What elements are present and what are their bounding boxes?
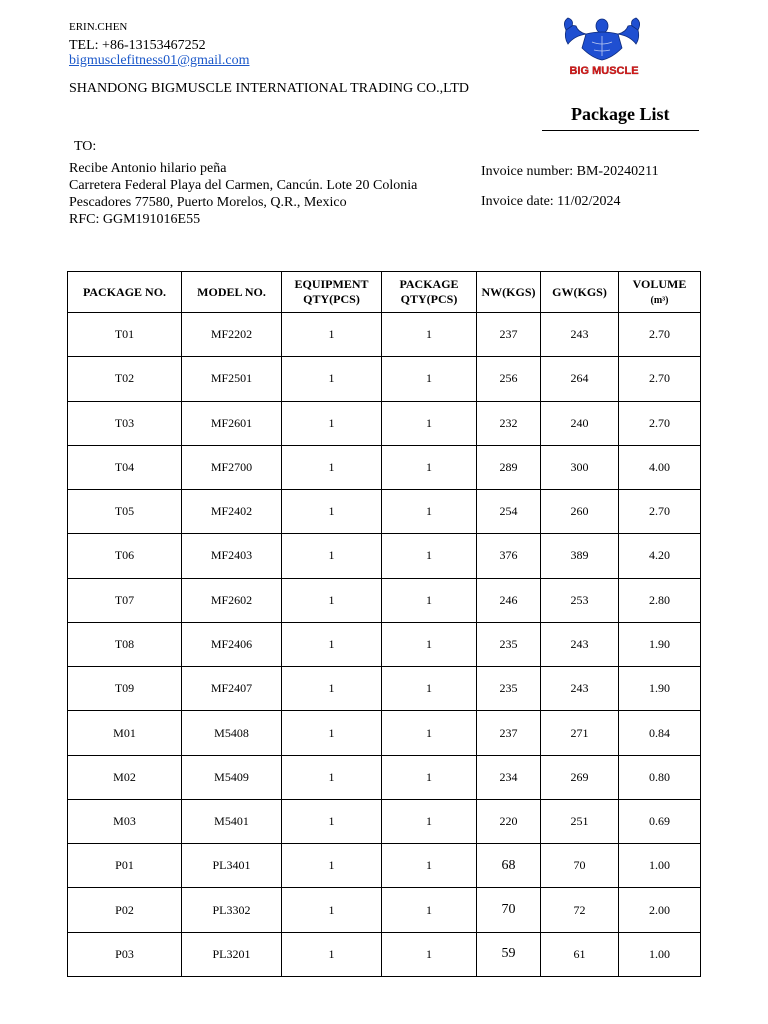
- cell-package-no: T06: [68, 534, 182, 578]
- table-row: [68, 313, 701, 357]
- cell-equipment-qty: 1: [282, 755, 382, 799]
- table-row: [68, 357, 701, 401]
- header-gross-weight: GW(KGS): [541, 272, 619, 313]
- cell-gross-weight: 271: [541, 711, 619, 755]
- cell-package-no: T01: [68, 313, 182, 357]
- cell-volume: 0.84: [619, 711, 701, 755]
- recipient-line-1: Recibe Antonio hilario peña: [69, 161, 227, 176]
- header-model-no: MODEL NO.: [182, 272, 282, 313]
- cell-package-no: T08: [68, 622, 182, 666]
- cell-gross-weight: 253: [541, 578, 619, 622]
- cell-equipment-qty: 1: [282, 799, 382, 843]
- cell-gross-weight: 70: [541, 844, 619, 888]
- cell-model-no: M5401: [182, 799, 282, 843]
- cell-package-qty: 1: [382, 711, 477, 755]
- cell-net-weight: 59: [477, 932, 541, 976]
- cell-equipment-qty: 1: [282, 622, 382, 666]
- cell-volume: 2.70: [619, 401, 701, 445]
- cell-package-qty: 1: [382, 932, 477, 976]
- cell-net-weight: 220: [477, 799, 541, 843]
- cell-model-no: M5408: [182, 711, 282, 755]
- cell-volume: 0.69: [619, 799, 701, 843]
- cell-net-weight: 289: [477, 445, 541, 489]
- cell-volume: 2.80: [619, 578, 701, 622]
- table-row: [68, 667, 701, 711]
- cell-equipment-qty: 1: [282, 313, 382, 357]
- cell-volume: 4.20: [619, 534, 701, 578]
- cell-gross-weight: 61: [541, 932, 619, 976]
- table-row: [68, 622, 701, 666]
- table-row: [68, 755, 701, 799]
- cell-net-weight: 256: [477, 357, 541, 401]
- cell-gross-weight: 72: [541, 888, 619, 932]
- table-row: [68, 534, 701, 578]
- cell-net-weight: 235: [477, 667, 541, 711]
- brand-logo: [556, 14, 652, 78]
- cell-model-no: PL3302: [182, 888, 282, 932]
- bodybuilder-logo-icon: [556, 14, 652, 78]
- cell-volume: 4.00: [619, 445, 701, 489]
- title-underline: [542, 130, 699, 131]
- cell-model-no: PL3401: [182, 844, 282, 888]
- cell-package-qty: 1: [382, 313, 477, 357]
- recipient-line-3: Pescadores 77580, Puerto Morelos, Q.R., Mexico: [69, 195, 347, 210]
- cell-package-qty: 1: [382, 578, 477, 622]
- cell-net-weight: 246: [477, 578, 541, 622]
- cell-volume: 2.70: [619, 490, 701, 534]
- cell-package-qty: 1: [382, 401, 477, 445]
- table-row: [68, 401, 701, 445]
- header-volume: VOLUME (m³): [619, 272, 701, 313]
- table-row: [68, 799, 701, 843]
- cell-package-qty: 1: [382, 799, 477, 843]
- cell-package-no: M01: [68, 711, 182, 755]
- cell-equipment-qty: 1: [282, 932, 382, 976]
- cell-gross-weight: 243: [541, 622, 619, 666]
- cell-net-weight: 232: [477, 401, 541, 445]
- cell-volume: 1.00: [619, 844, 701, 888]
- cell-equipment-qty: 1: [282, 711, 382, 755]
- cell-net-weight: 376: [477, 534, 541, 578]
- cell-package-qty: 1: [382, 755, 477, 799]
- document-title: Package List: [571, 104, 670, 124]
- cell-gross-weight: 264: [541, 357, 619, 401]
- cell-gross-weight: 260: [541, 490, 619, 534]
- table-row: [68, 490, 701, 534]
- cell-model-no: M5409: [182, 755, 282, 799]
- cell-package-no: T02: [68, 357, 182, 401]
- cell-package-qty: 1: [382, 534, 477, 578]
- cell-volume: 1.00: [619, 932, 701, 976]
- company-name: SHANDONG BIGMUSCLE INTERNATIONAL TRADING CO.,LTD: [69, 81, 470, 96]
- cell-package-no: T05: [68, 490, 182, 534]
- cell-package-no: P01: [68, 844, 182, 888]
- cell-model-no: MF2403: [182, 534, 282, 578]
- cell-model-no: MF2601: [182, 401, 282, 445]
- recipient-line-2: Carretera Federal Playa del Carmen, Cancún. Lote 20 Colonia: [69, 178, 418, 193]
- cell-volume: 2.00: [619, 888, 701, 932]
- header-equipment-qty: EQUIPMENT QTY(PCS): [282, 272, 382, 313]
- cell-equipment-qty: 1: [282, 401, 382, 445]
- table-row: [68, 844, 701, 888]
- cell-package-qty: 1: [382, 888, 477, 932]
- cell-package-qty: 1: [382, 622, 477, 666]
- cell-net-weight: 235: [477, 622, 541, 666]
- cell-package-no: P03: [68, 932, 182, 976]
- cell-equipment-qty: 1: [282, 844, 382, 888]
- recipient-label: TO:: [74, 139, 97, 154]
- cell-package-no: T04: [68, 445, 182, 489]
- contact-name: ERIN.CHEN: [69, 21, 128, 33]
- cell-package-no: T03: [68, 401, 182, 445]
- table-row: [68, 932, 701, 976]
- cell-package-qty: 1: [382, 667, 477, 711]
- cell-net-weight: 68: [477, 844, 541, 888]
- cell-model-no: MF2501: [182, 357, 282, 401]
- table-row: [68, 888, 701, 932]
- cell-net-weight: 234: [477, 755, 541, 799]
- cell-equipment-qty: 1: [282, 667, 382, 711]
- cell-equipment-qty: 1: [282, 888, 382, 932]
- cell-volume: 0.80: [619, 755, 701, 799]
- cell-model-no: PL3201: [182, 932, 282, 976]
- cell-gross-weight: 251: [541, 799, 619, 843]
- cell-model-no: MF2202: [182, 313, 282, 357]
- cell-package-no: M02: [68, 755, 182, 799]
- cell-package-no: M03: [68, 799, 182, 843]
- cell-model-no: MF2406: [182, 622, 282, 666]
- cell-gross-weight: 300: [541, 445, 619, 489]
- cell-package-qty: 1: [382, 844, 477, 888]
- cell-package-no: T07: [68, 578, 182, 622]
- cell-volume: 2.70: [619, 313, 701, 357]
- header-net-weight: NW(KGS): [477, 272, 541, 313]
- contact-email-link[interactable]: bigmusclefitness01@gmail.com: [69, 53, 250, 68]
- cell-model-no: MF2402: [182, 490, 282, 534]
- cell-gross-weight: 243: [541, 313, 619, 357]
- cell-model-no: MF2700: [182, 445, 282, 489]
- cell-equipment-qty: 1: [282, 578, 382, 622]
- cell-gross-weight: 243: [541, 667, 619, 711]
- cell-net-weight: 254: [477, 490, 541, 534]
- header-package-no: PACKAGE NO.: [68, 272, 182, 313]
- table-header-row: [68, 272, 701, 313]
- cell-net-weight: 237: [477, 313, 541, 357]
- cell-equipment-qty: 1: [282, 534, 382, 578]
- cell-model-no: MF2407: [182, 667, 282, 711]
- package-table: [67, 271, 701, 977]
- cell-package-qty: 1: [382, 357, 477, 401]
- cell-equipment-qty: 1: [282, 445, 382, 489]
- cell-package-no: T09: [68, 667, 182, 711]
- cell-model-no: MF2602: [182, 578, 282, 622]
- cell-gross-weight: 269: [541, 755, 619, 799]
- cell-equipment-qty: 1: [282, 357, 382, 401]
- cell-package-no: P02: [68, 888, 182, 932]
- cell-net-weight: 237: [477, 711, 541, 755]
- cell-equipment-qty: 1: [282, 490, 382, 534]
- cell-net-weight: 70: [477, 888, 541, 932]
- header-package-qty: PACKAGE QTY(PCS): [382, 272, 477, 313]
- cell-gross-weight: 389: [541, 534, 619, 578]
- cell-gross-weight: 240: [541, 401, 619, 445]
- cell-package-qty: 1: [382, 490, 477, 534]
- logo-text: BIG MUSCLE: [569, 65, 639, 77]
- cell-volume: 1.90: [619, 667, 701, 711]
- cell-package-qty: 1: [382, 445, 477, 489]
- recipient-rfc: RFC: GGM191016E55: [69, 212, 201, 227]
- invoice-date: Invoice date: 11/02/2024: [481, 194, 621, 209]
- cell-volume: 2.70: [619, 357, 701, 401]
- contact-phone: TEL: +86-13153467252: [69, 38, 206, 53]
- table-row: [68, 445, 701, 489]
- cell-volume: 1.90: [619, 622, 701, 666]
- table-row: [68, 711, 701, 755]
- package-table-body: [68, 313, 701, 977]
- invoice-number: Invoice number: BM-20240211: [481, 164, 659, 179]
- table-row: [68, 578, 701, 622]
